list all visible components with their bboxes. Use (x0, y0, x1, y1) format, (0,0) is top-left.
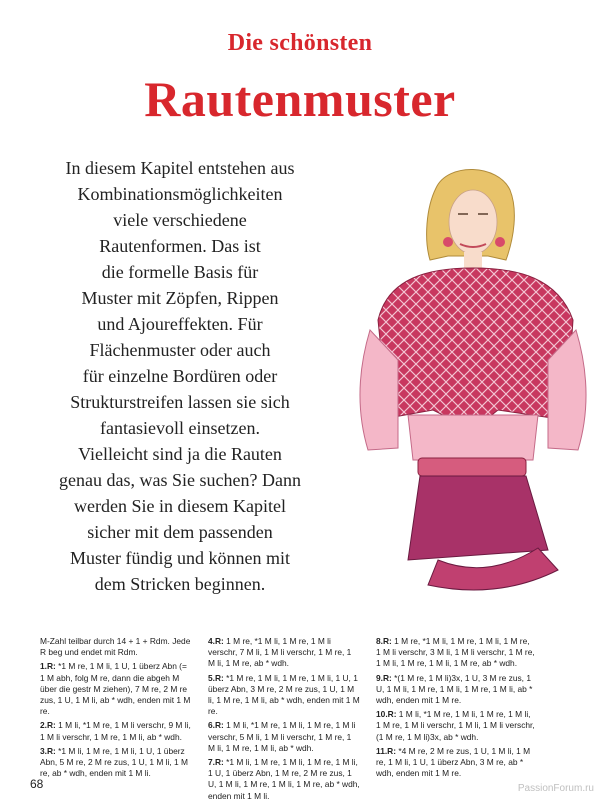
row-label: 6.R: (208, 720, 224, 731)
intro-paragraph (30, 155, 330, 597)
row-text: 1 M li, *1 M re, 1 M li, 1 M re, 1 M li verschr, 5 M li, 1 M li verschr, 1 M re, 1 M li, 1 M re, 1 M li, ab * wdh. (208, 720, 356, 753)
row-text: *1 M re, 1 M li, 1 M re, 1 M li, 1 U, 1 überz Abn, 3 M re, 2 M re zus, 1 U, 1 M li, 1 M re, 1 M li, ab * wdh, enden mit 1 M re. (208, 672, 360, 717)
page-title: Rautenmuster (144, 71, 456, 127)
row-text: M-Zahl teilbar durch 14 + 1 + Rdm. Jede R beg und endet mit Rdm. (40, 636, 191, 658)
intro-line: und Ajoureffekten. Für (97, 314, 263, 334)
watermark: PassionForum.ru (517, 783, 594, 794)
row-label: 2.R: (40, 720, 56, 731)
row-label: 3.R: (40, 745, 56, 756)
row-label: 1.R: (40, 661, 56, 672)
instructions-column-1 (40, 636, 192, 782)
row-label: 11.R: (376, 745, 397, 756)
intro-line: Vielleicht sind ja die Rauten (78, 444, 282, 464)
row-instruction (208, 636, 360, 670)
row-instruction (208, 757, 360, 802)
row-text: *1 M re, 1 M li, 1 U, 1 überz Abn (= 1 M abh, folg M re, dann die abgeh M über die gestr M ziehen), 7 M re, 2 M re zus, 1 U, 1 M li, ab * wdh, enden mit 1 M re. (40, 661, 191, 717)
row-instruction (376, 746, 536, 780)
row-instruction (376, 636, 536, 670)
row-label: 10.R: (376, 709, 397, 720)
intro-line: genau das, was Sie suchen? Dann (59, 470, 301, 490)
instructions-column-2 (208, 636, 360, 805)
row-label: 9.R: (376, 672, 392, 683)
row-instruction (40, 661, 192, 717)
row-label: 7.R: (208, 757, 224, 768)
row-label: 8.R: (376, 636, 392, 646)
fashion-illustration (338, 160, 598, 600)
intro-line: Rautenformen. Das ist (99, 236, 261, 256)
row-instruction (376, 709, 536, 743)
row-label: 4.R: (208, 636, 224, 646)
row-instruction (40, 746, 192, 780)
intro-line: Muster fündig und können mit (70, 548, 290, 568)
instructions-column-3 (376, 636, 536, 782)
page-number: 68 (30, 777, 44, 791)
intro-line: Kombinationsmöglichkeiten (77, 184, 283, 204)
intro-line: werden Sie in diesem Kapitel (74, 496, 286, 516)
row-text: 1 M li, *1 M re, 1 M li, 1 M re, 1 M li, 1 M re, 1 M li verschr, 1 M li, 1 M li verschr, (1 M re, 1 M li)3x, ab * wdh. (376, 709, 535, 742)
intro-line: viele verschiedene (113, 210, 247, 230)
intro-line: Strukturstreifen lassen sie sich (70, 392, 290, 412)
row-text: *1 M li, 1 M re, 1 M li, 1 M re, 1 M li, 1 U, 1 überz Abn, 1 M re, 2 M re zus, 1 U, 1 M li, 1 M re, 1 M li, 1 M re, ab * wdh, enden mit 1 M li. (208, 757, 360, 801)
row-instruction (376, 673, 536, 707)
intro-line: Flächenmuster oder auch (89, 340, 271, 360)
row-text: 1 M li, *1 M re, 1 M li verschr, 9 M li, 1 M li verschr, 1 M re, 1 M li, ab * wdh. (40, 720, 191, 742)
intro-line: dem Stricken beginnen. (94, 574, 266, 594)
page-subtitle: Die schönsten (227, 30, 373, 56)
row-text: *1 M li, 1 M re, 1 M li, 1 U, 1 überz Abn, 5 M re, 2 M re zus, 1 U, 1 M li, 1 M re, ab * wdh, enden mit 1 M li. (40, 745, 189, 779)
row-text: 1 M re, *1 M li, 1 M re, 1 M li, 1 M re, 1 M li verschr, 3 M li, 1 M li verschr, 1 M re, 1 M li, 1 M re, 1 M li, 1 M re, ab * wdh. (376, 636, 535, 669)
row-text: *(1 M re, 1 M li)3x, 1 U, 3 M re zus, 1 U, 1 M li, 1 M re, 1 M li, 1 M re, 1 M li, ab * wdh, enden mit 1 M re. (376, 672, 533, 706)
intro-line: für einzelne Bordüren oder (82, 366, 278, 386)
intro-line: In diesem Kapitel entstehen aus (65, 158, 295, 178)
row-instruction (208, 720, 360, 754)
row-label: 5.R: (208, 672, 224, 683)
intro-line: fantasievoll einsetzen. (100, 418, 260, 438)
row-instruction (208, 673, 360, 718)
intro-line: die formelle Basis für (101, 262, 259, 282)
intro-line: Muster mit Zöpfen, Rippen (81, 288, 279, 308)
row-text: *4 M re, 2 M re zus, 1 U, 1 M li, 1 M re, 1 M li, 1 U, 1 überz Abn, 3 M re, ab * wdh, enden mit 1 M re. (376, 745, 531, 779)
row-instruction (40, 636, 192, 658)
intro-line: sicher mit dem passenden (87, 522, 273, 542)
row-instruction (40, 720, 192, 742)
row-text: 1 M re, *1 M li, 1 M re, 1 M li verschr, 7 M li, 1 M li verschr, 1 M re, 1 M li, 1 M re, ab * wdh. (208, 636, 352, 669)
